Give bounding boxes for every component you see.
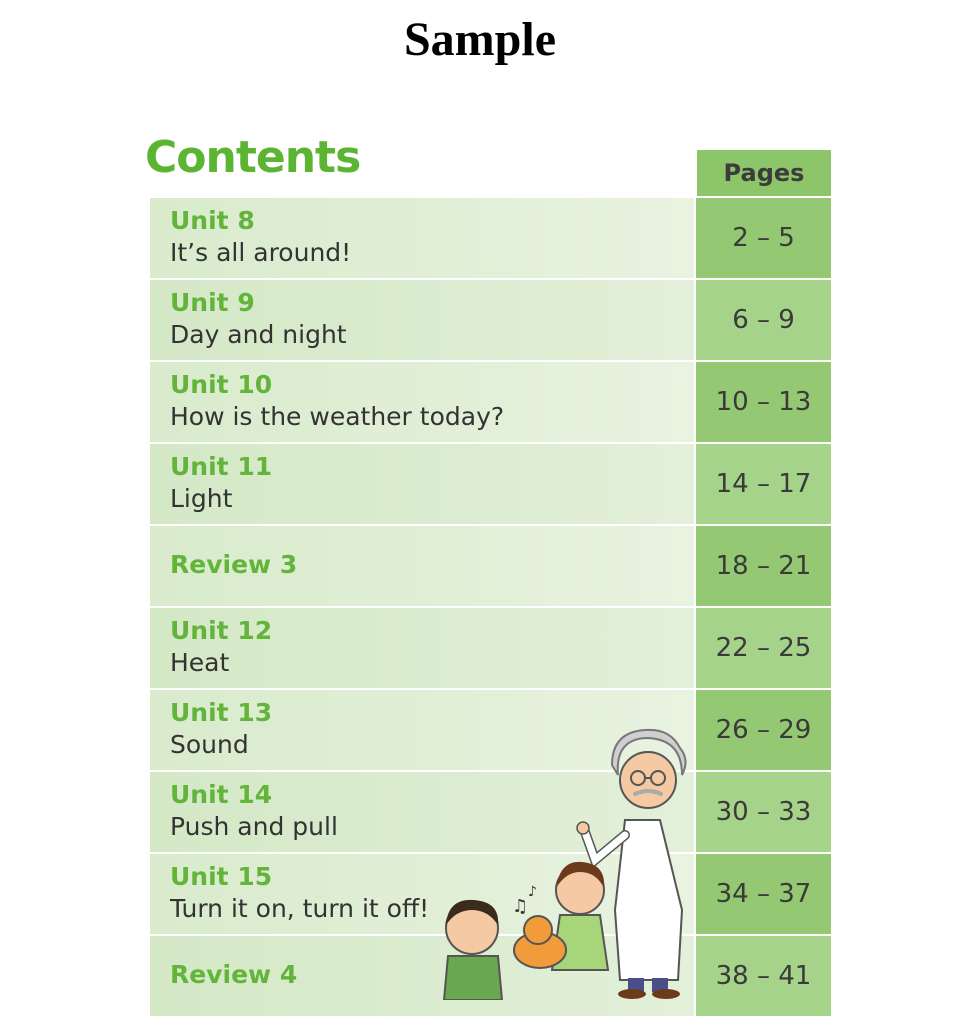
toc-row-unit-11[interactable] xyxy=(150,444,831,524)
review-label: Review 4 xyxy=(170,960,298,989)
page-range: 38 – 41 xyxy=(696,936,831,1016)
unit-label: Unit 10 xyxy=(170,370,273,399)
page-range: 2 – 5 xyxy=(696,198,831,278)
page-title: Sample xyxy=(403,13,556,66)
unit-label: Unit 8 xyxy=(170,206,255,235)
music-notes-icon xyxy=(512,884,537,917)
page-range: 10 – 13 xyxy=(696,362,831,442)
unit-label: Unit 11 xyxy=(170,452,273,481)
unit-label: Unit 9 xyxy=(170,288,255,317)
svg-text:♪: ♪ xyxy=(528,884,537,900)
page-range: 18 – 21 xyxy=(696,526,831,606)
page-range: 34 – 37 xyxy=(696,854,831,934)
page-range: 6 – 9 xyxy=(696,280,831,360)
page-range: 14 – 17 xyxy=(696,444,831,524)
unit-title: It’s all around! xyxy=(170,238,352,267)
unit-label: Unit 15 xyxy=(170,862,273,891)
unit-label: Unit 13 xyxy=(170,698,273,727)
boy-figure xyxy=(444,900,502,1000)
contents-heading: Contents xyxy=(145,132,361,183)
unit-title: Light xyxy=(170,484,233,513)
pages-column-header: Pages xyxy=(697,150,831,196)
unit-title: Sound xyxy=(170,730,249,759)
svg-text:♫: ♫ xyxy=(512,896,529,917)
toc-row-unit-8[interactable] xyxy=(150,198,831,278)
unit-title: Heat xyxy=(170,648,230,677)
page-range: 22 – 25 xyxy=(696,608,831,688)
toc-row-unit-10[interactable] xyxy=(150,362,831,442)
unit-title: Turn it on, turn it off! xyxy=(170,894,430,923)
unit-title: Push and pull xyxy=(170,812,338,841)
page-range: 26 – 29 xyxy=(696,690,831,770)
toc-row-unit-12[interactable] xyxy=(150,608,831,688)
unit-title: Day and night xyxy=(170,320,347,349)
toc-row-review-3[interactable] xyxy=(150,526,831,606)
toc-row-unit-9[interactable] xyxy=(150,280,831,360)
page-range: 30 – 33 xyxy=(696,772,831,852)
unit-label: Unit 14 xyxy=(170,780,273,809)
review-label: Review 3 xyxy=(170,550,298,579)
unit-title: How is the weather today? xyxy=(170,402,505,431)
unit-label: Unit 12 xyxy=(170,616,273,645)
scientist-and-children-illustration xyxy=(420,720,720,1000)
